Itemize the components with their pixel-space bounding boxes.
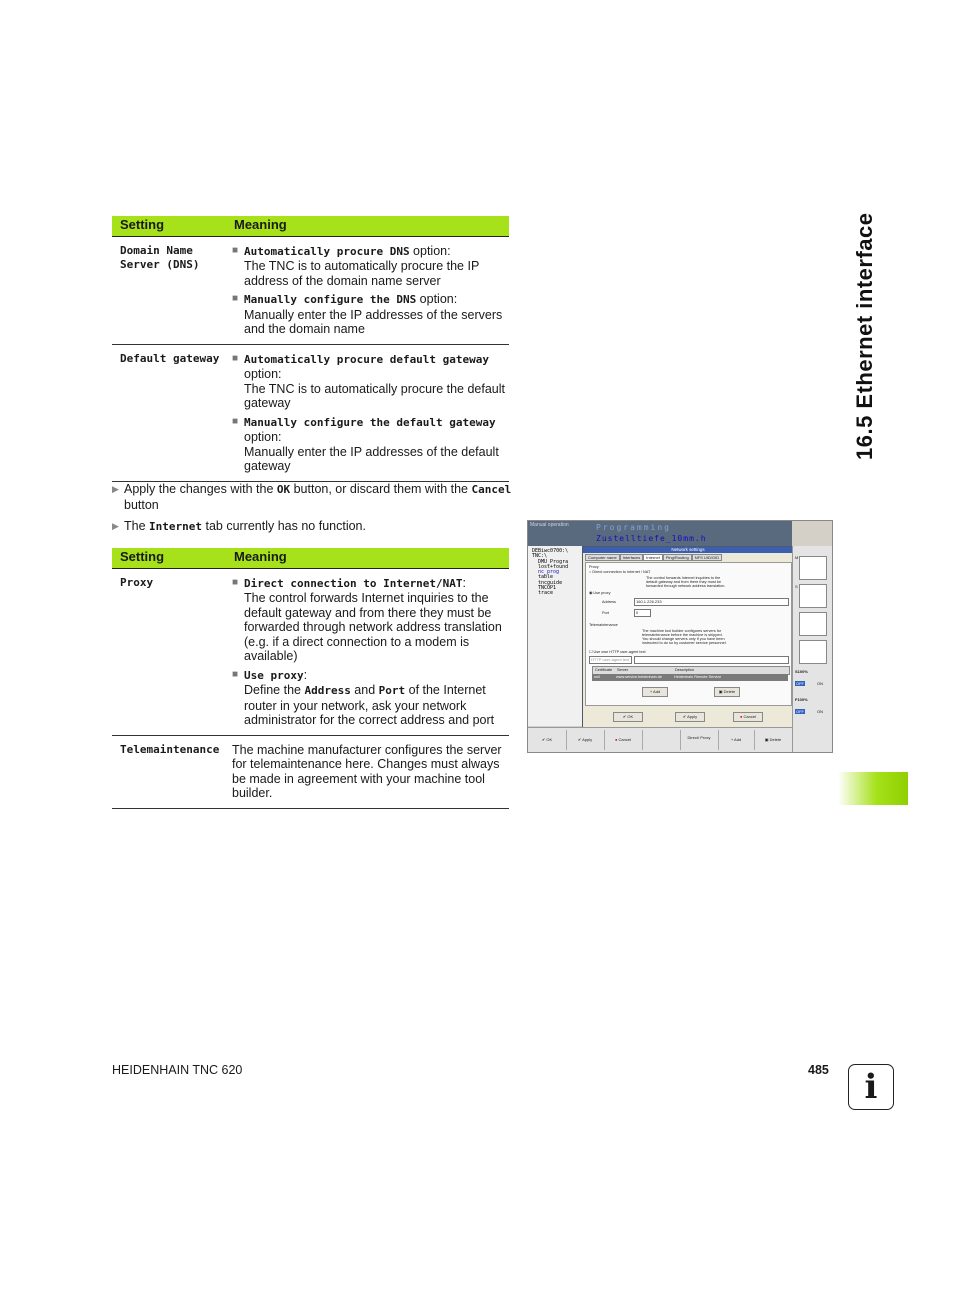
softkey-apply[interactable]: ✔ Apply bbox=[566, 730, 605, 750]
network-settings-screenshot bbox=[527, 520, 833, 753]
server-table-header: Certificate Server Description bbox=[592, 666, 790, 675]
setting-telemaintenance: Telemaintenance bbox=[112, 735, 226, 808]
option-suffix: option: bbox=[244, 430, 282, 444]
bullet-square-icon: ■ bbox=[232, 352, 239, 364]
bullet-square-icon: ■ bbox=[232, 244, 239, 256]
header-meaning: Meaning bbox=[226, 548, 509, 568]
f-on-toggle[interactable]: ON bbox=[817, 709, 823, 714]
section-title: 16.5 Ethernet interface bbox=[852, 212, 877, 460]
add-server-button[interactable]: + Add bbox=[642, 687, 668, 697]
softkey-cancel[interactable]: ● Cancel bbox=[604, 730, 643, 750]
table-header-row bbox=[112, 548, 509, 568]
setting-dns: Domain Name Server (DNS) bbox=[112, 236, 226, 344]
settings-table-dns-gateway bbox=[112, 216, 509, 482]
step-arrow-icon: ▶ bbox=[112, 484, 119, 494]
tab-internet[interactable]: Internet bbox=[643, 554, 663, 561]
internet-panel: Proxy ○ Direct connection to Internet / NAT The control forwards Internet inquiries to the default gateway and from there they must be forwarded through network address translation. ◉ Use proxy Address 160.1.226.233 Port 0 Telemaintenance The machine tool builder configures servers for telemaintenance before the machine is shipped. You should change servers only if you have been instructed to do so by customer service personnel. ☐ Use own HTTP user-agent text HTTP user-agent text Certificate Server Description null www.service.heidenhain.de Heidenhain Remote Service + Add ▣ Delete bbox=[585, 562, 792, 706]
softkey-empty[interactable] bbox=[642, 730, 681, 750]
tree-item[interactable]: lost+found bbox=[538, 563, 569, 570]
bullet-square-icon: ■ bbox=[232, 415, 239, 427]
option-code: Automatically procure default gateway bbox=[244, 352, 490, 366]
step-apply-changes: ▶ Apply the changes with the OK button, or discard them with the Cancel button bbox=[112, 482, 512, 512]
softkey-add[interactable]: + Add bbox=[718, 730, 755, 750]
step-arrow-icon: ▶ bbox=[112, 521, 119, 531]
tree-item[interactable]: DMU_Progra bbox=[538, 558, 569, 565]
page-number: 485 bbox=[808, 1063, 829, 1077]
tree-item[interactable]: TNC:\ bbox=[532, 553, 548, 560]
axis-icon[interactable] bbox=[799, 612, 827, 636]
header-setting: Setting bbox=[112, 548, 226, 568]
direct-connection-radio[interactable]: ○ Direct connection to Internet / NAT bbox=[589, 570, 651, 574]
server-table-row[interactable]: null www.service.heidenhain.de Heidenhain Remote Service bbox=[592, 674, 788, 681]
option-item bbox=[232, 292, 505, 337]
dialog-title: Network settings bbox=[583, 547, 793, 553]
option-code: Automatically procure DNS bbox=[244, 244, 410, 258]
user-agent-checkbox[interactable]: ☐ Use own HTTP user-agent text bbox=[589, 650, 646, 654]
header-setting: Setting bbox=[112, 216, 226, 236]
option-suffix: option: bbox=[244, 367, 282, 381]
step-internet-tab: ▶ The Internet tab currently has no function. bbox=[112, 519, 366, 533]
dialog-cancel-button[interactable]: ● Cancel bbox=[733, 712, 763, 722]
address-input[interactable]: 160.1.226.233 bbox=[634, 598, 789, 606]
port-input[interactable]: 0 bbox=[634, 609, 651, 617]
user-agent-input[interactable] bbox=[634, 656, 789, 664]
softkey-ok[interactable]: ✔ OK bbox=[528, 730, 567, 750]
network-settings-dialog bbox=[582, 546, 794, 729]
bullet-square-icon: ■ bbox=[232, 576, 239, 588]
s-override: S100% bbox=[795, 669, 808, 674]
softkey-row bbox=[528, 727, 792, 753]
tree-item[interactable]: DEBiwc0700:\ bbox=[532, 548, 569, 554]
table-row bbox=[112, 568, 509, 735]
settings-table-internet bbox=[112, 548, 509, 809]
user-agent-field-label: HTTP user-agent text bbox=[589, 656, 632, 664]
blank-softkey[interactable] bbox=[799, 640, 827, 664]
dialog-ok-button[interactable]: ✔ OK bbox=[613, 712, 643, 722]
table-row bbox=[112, 236, 509, 344]
chapter-tab-marker bbox=[838, 772, 908, 805]
f-off-toggle[interactable]: OFF bbox=[796, 709, 804, 714]
option-suffix: option: bbox=[416, 292, 458, 306]
s-off-toggle[interactable]: OFF bbox=[796, 681, 804, 686]
option-desc: The TNC is to automatically procure the IP address of the domain name server bbox=[244, 259, 480, 288]
option-item: ■ Use proxy: Define the Address and Port of the Internet router in your network, ask your network administrator for the correct address and port bbox=[232, 667, 495, 727]
table-row bbox=[112, 735, 509, 808]
option-code: Manually configure the default gateway bbox=[244, 415, 496, 429]
footer-product: HEIDENHAIN TNC 620 bbox=[112, 1063, 243, 1077]
softkey-direct-proxy[interactable]: Direct/ Proxy bbox=[680, 730, 719, 750]
file-tree bbox=[528, 546, 582, 726]
use-proxy-radio[interactable]: ◉ Use proxy bbox=[589, 591, 611, 595]
tab-nfs-uid-gid[interactable]: NFS UID/GID bbox=[692, 554, 722, 561]
internet-code: Internet bbox=[149, 520, 202, 533]
dialog-tabs bbox=[583, 554, 793, 561]
bullet-square-icon: ■ bbox=[232, 293, 239, 304]
option-suffix: option: bbox=[409, 243, 451, 258]
tree-item[interactable]: trace bbox=[538, 590, 554, 597]
tree-item[interactable]: nc_prog bbox=[538, 569, 560, 576]
program-name: Zustelltiefe_10mm.h bbox=[596, 534, 707, 543]
bullet-square-icon: ■ bbox=[232, 668, 239, 680]
table-header-row bbox=[112, 216, 509, 236]
cancel-code: Cancel bbox=[471, 483, 512, 496]
mode-title: Programming bbox=[596, 523, 671, 532]
machine-status-sidebar: M S S100% OFF ON F100% OFF ON bbox=[792, 546, 833, 752]
option-code: Manually configure the DNS bbox=[244, 293, 417, 306]
option-desc: The TNC is to automatically procure the default gateway bbox=[244, 381, 506, 410]
option-item bbox=[232, 352, 505, 411]
setting-proxy: Proxy bbox=[112, 568, 226, 735]
option-item: ■ Direct connection to Internet/NAT: The control forwards Internet inquiries to the default gateway and from there they must be forwarded through network address translation (e.g. if a direct connection to a modem is available) bbox=[232, 575, 502, 663]
tab-interfaces[interactable]: Interfaces bbox=[620, 554, 644, 561]
table-row bbox=[112, 344, 509, 481]
tool-icon[interactable] bbox=[799, 584, 827, 608]
header-meaning: Meaning bbox=[226, 216, 509, 236]
tree-item[interactable]: TNCOP1 bbox=[538, 585, 557, 592]
tree-item[interactable]: tncguide bbox=[538, 579, 563, 586]
softkey-delete[interactable]: ▣ Delete bbox=[764, 737, 782, 742]
spindle-icon[interactable] bbox=[799, 556, 827, 580]
tree-item[interactable]: table bbox=[538, 574, 554, 581]
option-desc: Manually enter the IP addresses of the servers and the domain name bbox=[244, 307, 503, 336]
tab-computer-name[interactable]: Computer name bbox=[585, 554, 620, 561]
option-item bbox=[232, 244, 505, 289]
setting-gateway: Default gateway bbox=[112, 344, 226, 481]
option-item bbox=[232, 415, 505, 474]
option-desc: Manually enter the IP addresses of the default gateway bbox=[244, 444, 499, 473]
ok-code: OK bbox=[276, 483, 291, 496]
s-on-toggle[interactable]: ON bbox=[817, 681, 823, 686]
delete-server-button[interactable]: ▣ Delete bbox=[714, 687, 740, 697]
screen-header: Manual operation Programming Zustelltiefe_10mm.h bbox=[528, 521, 792, 546]
info-icon: i bbox=[848, 1064, 894, 1110]
dialog-apply-button[interactable]: ✔ Apply bbox=[675, 712, 705, 722]
f-override: F100% bbox=[795, 697, 808, 702]
tab-ping-routing[interactable]: Ping/Routing bbox=[663, 554, 692, 561]
telemaintenance-desc: The machine manufacturer configures the server for telemaintenance here. Changes must always be made in agreement with your machine tool builder. bbox=[226, 735, 509, 808]
